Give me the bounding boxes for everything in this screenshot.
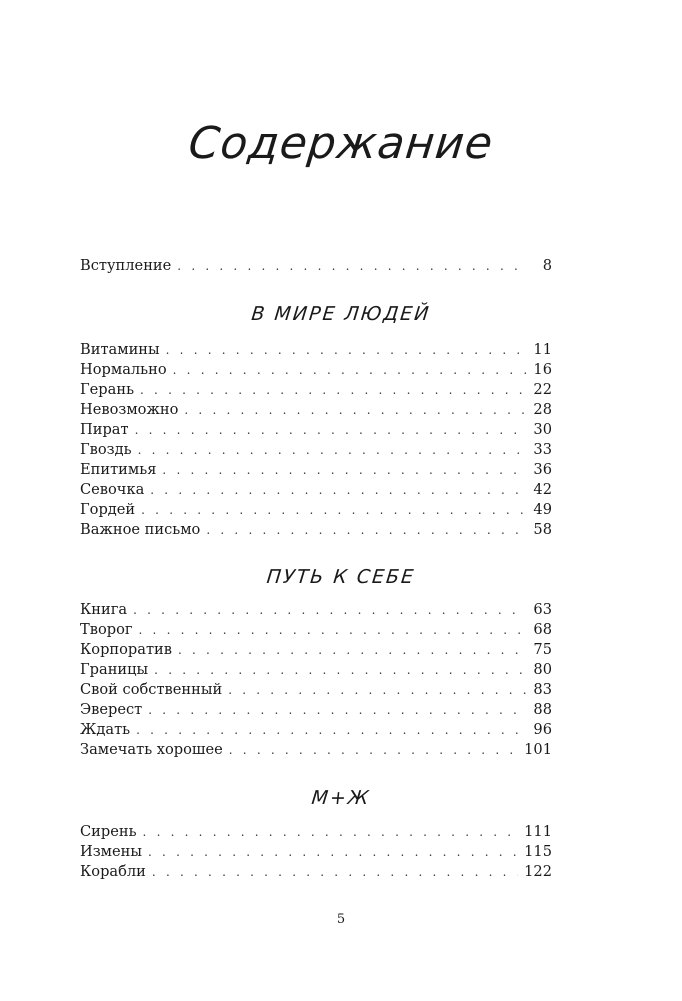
toc-entry-page: 33	[533, 441, 552, 458]
dot-leader	[229, 740, 518, 760]
toc-entry-label: Епитимья	[80, 461, 157, 478]
dot-leader	[138, 440, 526, 460]
toc-entry-page: 68	[533, 621, 552, 638]
dot-leader	[173, 360, 526, 380]
toc-entry-label: Творог	[80, 621, 133, 638]
dot-leader	[162, 460, 526, 480]
dot-leader	[148, 700, 526, 720]
toc-entry-page: 30	[533, 421, 552, 438]
toc-entry-label: Корабли	[80, 863, 146, 880]
toc-entry-page: 28	[533, 401, 552, 418]
toc-entry-page: 36	[533, 461, 552, 478]
toc-entry[interactable]	[80, 440, 552, 460]
dot-leader	[133, 600, 526, 620]
dot-leader	[148, 842, 518, 862]
section-heading: М+Ж	[310, 787, 372, 809]
toc-entry-label: Эверест	[80, 701, 143, 718]
toc-entry-label: Книга	[80, 601, 128, 618]
toc-entry[interactable]	[80, 680, 552, 700]
toc-entry-label: Герань	[80, 381, 135, 398]
toc-entry-page: 16	[533, 361, 552, 378]
toc-entry[interactable]	[80, 520, 552, 540]
toc-entry-page: 111	[524, 823, 552, 840]
toc-entry-page: 96	[533, 721, 552, 738]
toc-entry-page: 58	[533, 521, 552, 538]
dot-leader	[141, 500, 526, 520]
dot-leader	[152, 862, 518, 882]
toc-entry-label: Свой собственный	[80, 681, 223, 698]
toc-entry-label: Измены	[80, 843, 143, 860]
toc-entry-label: Сирень	[80, 823, 137, 840]
toc-entry-label: Витамины	[80, 341, 160, 358]
toc-entry-page: 11	[533, 341, 552, 358]
section-heading: В МИРЕ ЛЮДЕЙ	[250, 303, 432, 325]
toc-section-1	[80, 340, 552, 540]
toc-entry-page: 122	[524, 863, 552, 880]
toc-entry-label: Замечать хорошее	[80, 741, 223, 758]
page-number: 5	[336, 912, 346, 927]
toc-entry[interactable]	[80, 740, 552, 760]
toc-entry-page: 75	[533, 641, 552, 658]
toc-entry-label: Вступление	[80, 257, 172, 274]
toc-entry[interactable]	[80, 460, 552, 480]
toc-section-3	[80, 822, 552, 882]
toc-entry[interactable]	[80, 256, 552, 276]
toc-entry-page: 63	[533, 601, 552, 618]
toc-entry-label: Границы	[80, 661, 149, 678]
toc-entry-page: 49	[533, 501, 552, 518]
toc-entry[interactable]	[80, 700, 552, 720]
toc-entry[interactable]	[80, 340, 552, 360]
dot-leader	[154, 660, 526, 680]
dot-leader	[140, 380, 526, 400]
toc-entry[interactable]	[80, 862, 552, 882]
toc-entry[interactable]	[80, 620, 552, 640]
toc-entry-label: Гордей	[80, 501, 136, 518]
toc-entry-label: Важное письмо	[80, 521, 201, 538]
toc-entry-label: Ждать	[80, 721, 131, 738]
toc-entry-label: Корпоратив	[80, 641, 172, 658]
dot-leader	[206, 520, 526, 540]
toc-entry[interactable]	[80, 660, 552, 680]
dot-leader	[150, 480, 526, 500]
toc-entry-label: Севочка	[80, 481, 145, 498]
dot-leader	[135, 420, 526, 440]
toc-entry-page: 8	[542, 257, 552, 274]
toc-entry-label: Пират	[80, 421, 129, 438]
toc-entry-page: 115	[524, 843, 552, 860]
toc-entry-label: Невозможно	[80, 401, 179, 418]
section-heading: ПУТЬ К СЕБЕ	[265, 566, 417, 588]
toc-entry-page: 88	[533, 701, 552, 718]
dot-leader	[143, 822, 519, 842]
toc-entry[interactable]	[80, 600, 552, 620]
toc-entry[interactable]	[80, 400, 552, 420]
dot-leader	[178, 640, 526, 660]
dot-leader	[139, 620, 526, 640]
dot-leader	[228, 680, 526, 700]
toc-intro	[80, 256, 552, 276]
toc-entry-page: 42	[533, 481, 552, 498]
dot-leader	[184, 400, 526, 420]
toc-entry[interactable]	[80, 822, 552, 842]
toc-entry[interactable]	[80, 480, 552, 500]
toc-entry[interactable]	[80, 640, 552, 660]
toc-entry[interactable]	[80, 380, 552, 400]
dot-leader	[177, 256, 526, 276]
toc-entry-page: 83	[533, 681, 552, 698]
dot-leader	[136, 720, 526, 740]
toc-entry-page: 80	[533, 661, 552, 678]
page-title: Содержание	[186, 118, 496, 169]
toc-entry[interactable]	[80, 842, 552, 862]
toc-entry[interactable]	[80, 720, 552, 740]
toc-entry-label: Нормально	[80, 361, 167, 378]
toc-entry[interactable]	[80, 420, 552, 440]
toc-entry-page: 22	[533, 381, 552, 398]
toc-entry-page: 101	[524, 741, 552, 758]
toc-entry[interactable]	[80, 500, 552, 520]
dot-leader	[166, 340, 526, 360]
toc-entry[interactable]	[80, 360, 552, 380]
toc-section-2	[80, 600, 552, 760]
toc-entry-label: Гвоздь	[80, 441, 132, 458]
